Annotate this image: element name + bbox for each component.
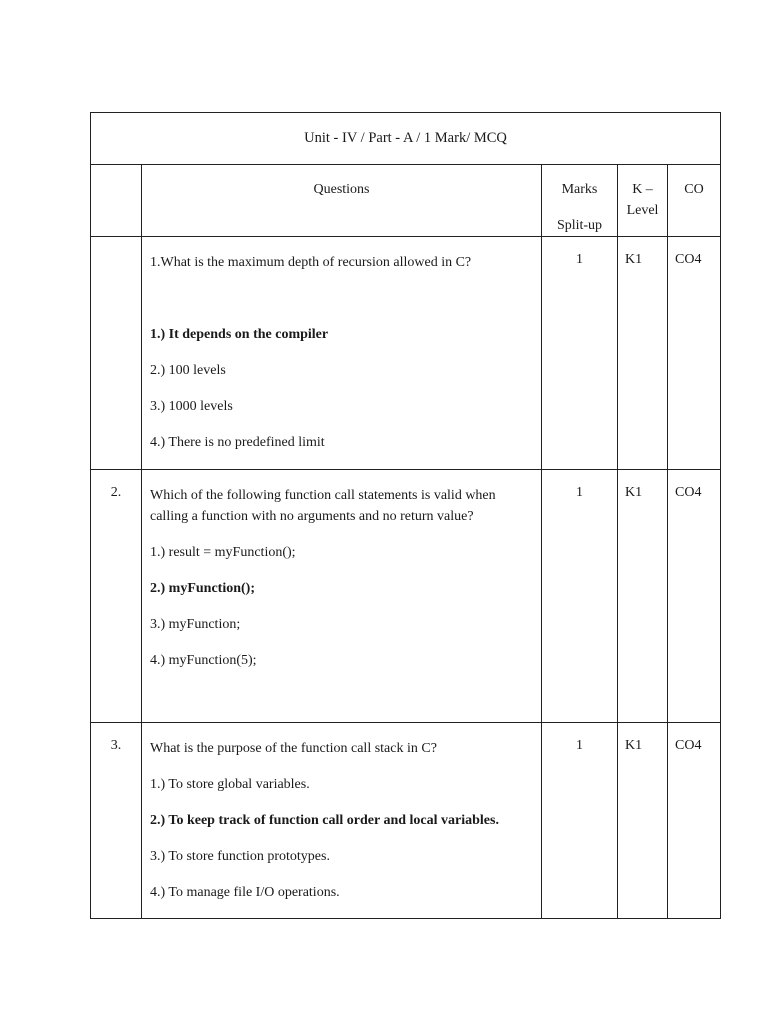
option: 3.) myFunction;	[150, 617, 241, 632]
option: 3.) To store function prototypes.	[150, 849, 330, 864]
header-marks	[542, 165, 618, 237]
co-value: CO4	[668, 470, 721, 723]
header-questions-label: Questions	[313, 182, 370, 197]
k-level-value: K1	[618, 237, 668, 470]
question-text: Which of the following function call statements is valid when calling a function with no arguments and no return value?	[150, 488, 496, 524]
option-correct: 2.) myFunction();	[150, 581, 255, 596]
question-number: 3.	[91, 723, 142, 919]
header-co-label: CO	[684, 182, 704, 197]
question-number	[91, 237, 142, 470]
k-level-value: K1	[618, 723, 668, 919]
option: 1.) result = myFunction();	[150, 545, 296, 560]
question-text: 1.What is the maximum depth of recursion allowed in C?	[150, 255, 472, 270]
marks-value: 1	[542, 723, 618, 919]
option-correct: 1.) It depends on the compiler	[150, 327, 329, 342]
question-text: What is the purpose of the function call stack in C?	[150, 741, 437, 756]
question-cell	[142, 237, 542, 470]
question-table	[90, 112, 721, 919]
option: 4.) To manage file I/O operations.	[150, 885, 340, 900]
k-level-value: K1	[618, 470, 668, 723]
option: 4.) myFunction(5);	[150, 653, 257, 668]
option: 4.) There is no predefined limit	[150, 435, 325, 450]
marks-value: 1	[542, 237, 618, 470]
table-title: Unit - IV / Part - A / 1 Mark/ MCQ	[91, 113, 721, 165]
header-klevel-line1: K –	[632, 182, 653, 197]
marks-value: 1	[542, 470, 618, 723]
header-marks-line1: Marks	[561, 182, 598, 197]
option: 2.) 100 levels	[150, 363, 226, 378]
header-klevel-line2: Level	[626, 203, 659, 218]
table-row	[91, 470, 721, 723]
question-cell	[142, 470, 542, 723]
option: 3.) 1000 levels	[150, 399, 233, 414]
question-number: 2.	[91, 470, 142, 723]
title-row	[91, 113, 721, 165]
header-questions	[142, 165, 542, 237]
option: 1.) To store global variables.	[150, 777, 310, 792]
table-row	[91, 723, 721, 919]
co-value: CO4	[668, 723, 721, 919]
question-cell	[142, 723, 542, 919]
header-number	[91, 165, 142, 237]
co-value: CO4	[668, 237, 721, 470]
header-co	[668, 165, 721, 237]
table-row	[91, 237, 721, 470]
header-marks-line2: Split-up	[556, 218, 603, 233]
option-correct: 2.) To keep track of function call order and local variables.	[150, 813, 499, 828]
header-row	[91, 165, 721, 237]
header-klevel	[618, 165, 668, 237]
